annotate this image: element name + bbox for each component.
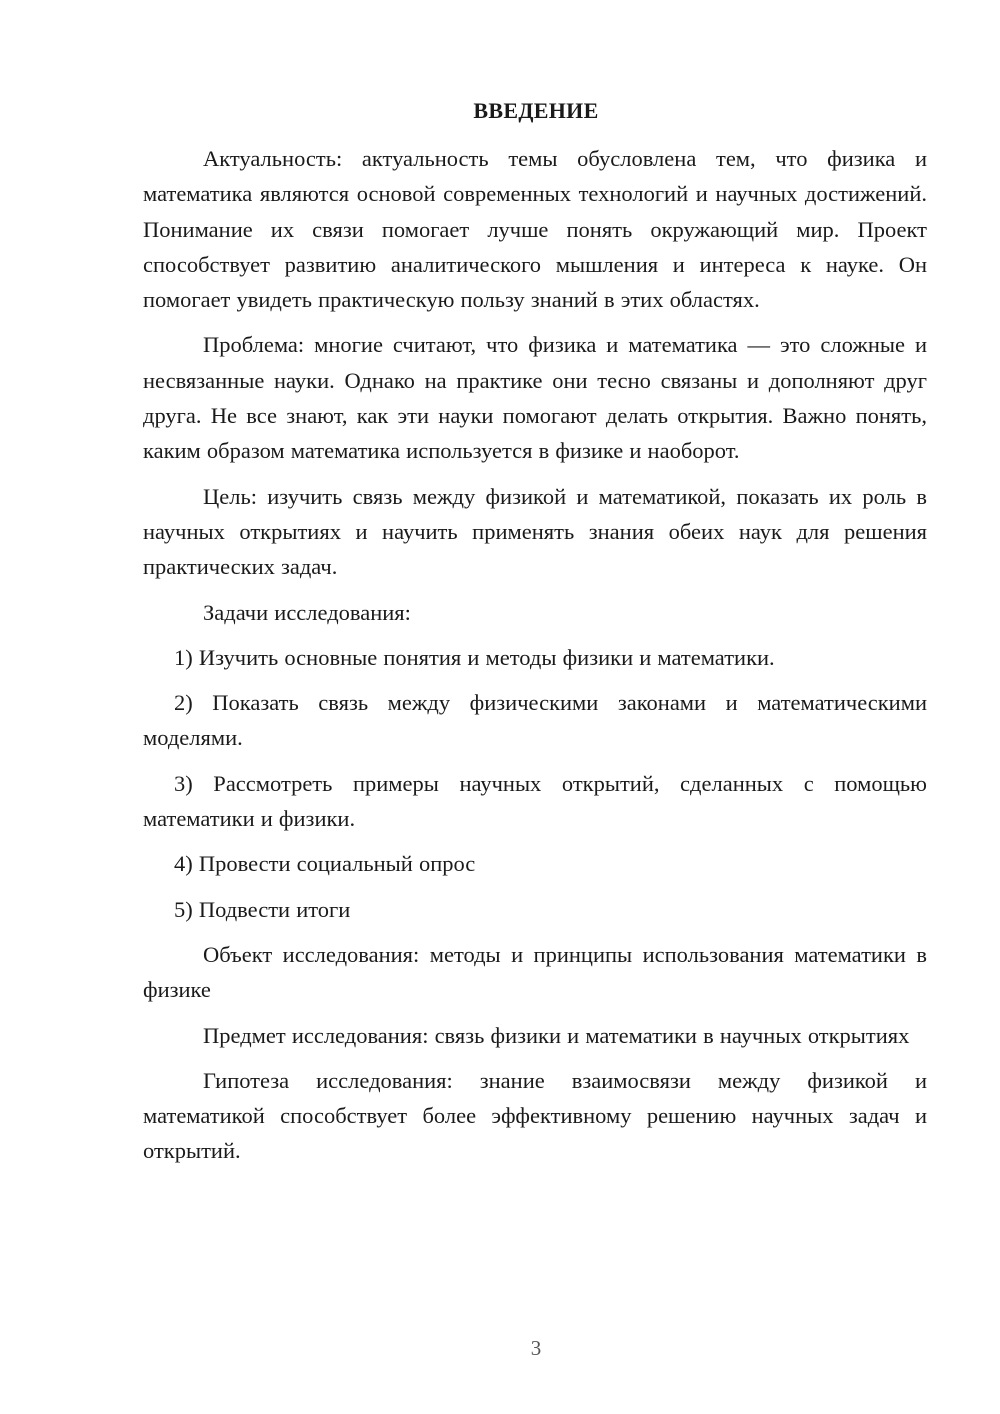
task-item-3: 3) Рассмотреть примеры научных открытий, сделанных с помощью математики и физики. <box>143 770 927 832</box>
task-item-1: 1) Изучить основные понятия и методы физики и математики. <box>174 644 775 670</box>
paragraph-relevance: Актуальность: актуальность темы обусловлена тем, что физика и математика являются основой современных технологий и научных достижений. Понимание их связи помогает лучше понять окружающий мир. Проект способствует развитию аналитического мышления и интереса к науке. Он помогает увидеть практическую пользу знаний в этих областях. <box>143 146 927 313</box>
page-title: ВВЕДЕНИЕ <box>473 98 599 123</box>
paragraph-subject: Предмет исследования: связь физики и математики в научных открытиях <box>203 1022 910 1048</box>
paragraph-problem: Проблема: многие считают, что физика и математика — это сложные и несвязанные науки. Однако на практике они тесно связаны и дополняют друг друга. Не все знают, как эти науки помогают делать открытия. Важно понять, каким образом математика используется в физике и наоборот. <box>143 332 927 464</box>
paragraph-goal: Цель: изучить связь между физикой и математикой, показать их роль в научных открытиях и научить применять знания обеих наук для решения практических задач. <box>143 483 927 580</box>
paragraph-tasks-heading: Задачи исследования: <box>203 599 411 625</box>
page-number: 3 <box>530 1336 542 1360</box>
task-item-5: 5) Подвести итоги <box>174 896 351 922</box>
document-body <box>143 141 927 1179</box>
paragraph-hypothesis: Гипотеза исследования: знание взаимосвязи между физикой и математикой способствует более эффективному решению научных задач и открытий. <box>143 1067 927 1164</box>
task-item-4: 4) Провести социальный опрос <box>174 851 476 877</box>
task-item-2: 2) Показать связь между физическими законами и математическими моделями. <box>143 690 927 751</box>
paragraph-object: Объект исследования: методы и принципы использования математики в физике <box>143 941 927 1003</box>
